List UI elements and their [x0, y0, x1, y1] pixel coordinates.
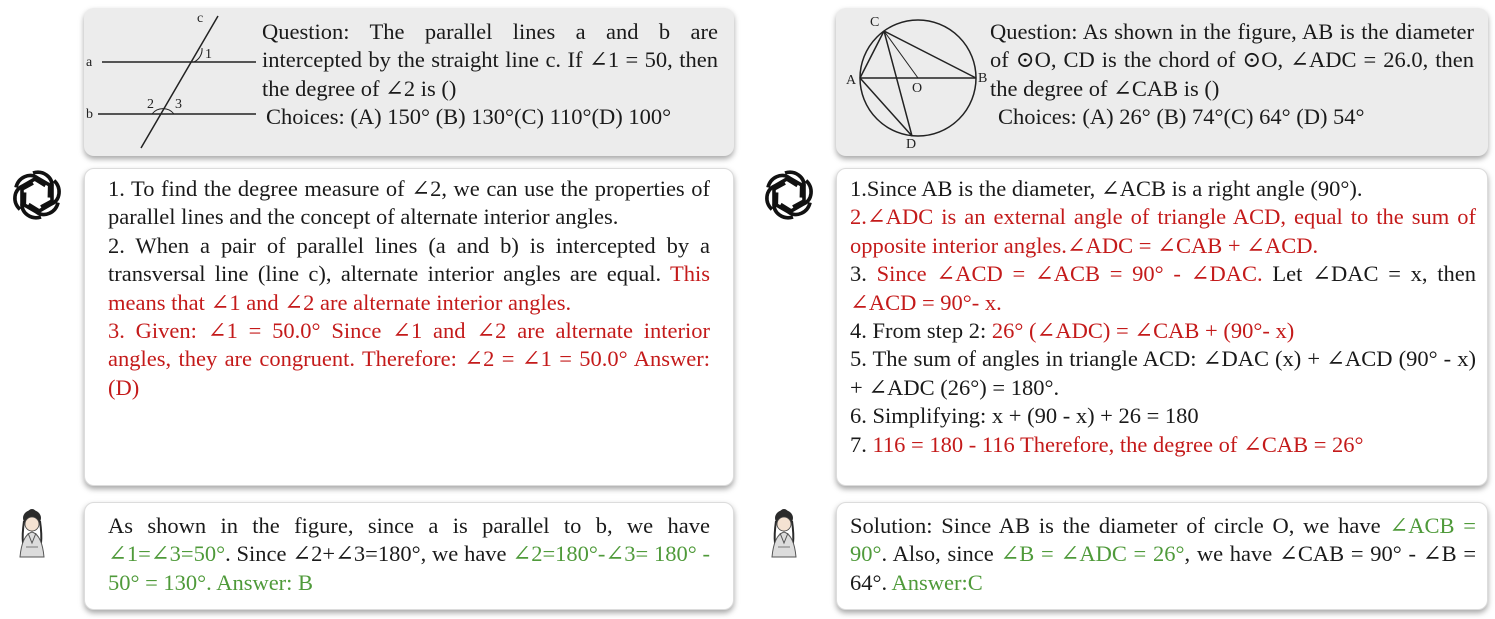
left-step-2: [108, 232, 710, 317]
left-step-1: 1. To find the degree measure of ∠2, we can use the properties of parallel lines and the concept of alternate interior angles.: [108, 176, 710, 230]
right-step-6: 6. Simplifying: x + (90 - x) + 26 = 180: [850, 403, 1199, 429]
angle-3-label: 3: [175, 97, 182, 112]
left-reference-green2: ∠2=180°-∠3= 180° - 50° = 130°. Answer: B: [108, 541, 710, 595]
right-step-4a: 4. From step 2:: [850, 318, 987, 344]
line-c-label: c: [197, 11, 204, 26]
right-reference-part2: . Also, since: [881, 541, 994, 567]
human-avatar-icon: [762, 505, 806, 561]
right-step-7a: 7.: [850, 431, 867, 457]
right-model-answer-text: [850, 175, 1476, 459]
circle-figure: [836, 10, 992, 150]
left-step-2-black: 2. When a pair of parallel lines (a and b) is intercepted by a transversal line (line c), alternate interior angles are equal.: [108, 232, 710, 287]
right-step-1: 1.Since AB is the diameter, ∠ACB is a right angle (90°).: [850, 176, 1363, 201]
left-reference-green1: ∠1=∠3=50°: [108, 541, 226, 567]
right-step-3: [850, 260, 1476, 317]
right-reference-green3: Answer:C: [891, 569, 983, 595]
right-step-3a: 3.: [850, 261, 867, 287]
right-reference-text: [850, 512, 1476, 597]
angle-1-label: 1: [205, 47, 212, 62]
right-reference-green2: ∠B = ∠ADC = 26°: [1000, 541, 1185, 567]
point-O-label: O: [912, 81, 923, 96]
right-step-3b: Let ∠DAC = x, then: [1272, 261, 1477, 287]
right-step-5: 5. The sum of angles in triangle ACD: ∠DAC (x) + ∠ACD (90° - x) + ∠ADC (26°) = 180°.: [850, 346, 1476, 400]
right-reference-part3: , we have ∠CAB = 90° - ∠B = 64°.: [850, 541, 1477, 595]
right-step-7: [850, 431, 1476, 459]
right-step-2: 2.∠ADC is an external angle of triangle ACD, equal to the sum of opposite interior angles.∠ADC = ∠CAB + ∠ACD.: [850, 204, 1476, 258]
human-avatar-icon: [10, 505, 54, 561]
point-C-label: C: [870, 15, 880, 30]
left-model-answer-text: [108, 175, 710, 402]
left-question-text: [262, 18, 718, 132]
right-step-7-red: 116 = 180 - 116 Therefore, the degree of ∠CAB = 26°: [872, 431, 1364, 457]
left-question-choices: Choices: (A) 150° (B) 130°(C) 110°(D) 100°: [266, 104, 672, 130]
right-step-4: [850, 317, 1476, 345]
angle-2-label: 2: [147, 97, 154, 112]
right-step-3-red: Since ∠ACD = ∠ACB = 90° - ∠DAC.: [876, 261, 1263, 287]
left-step-3: 3. Given: ∠1 = 50.0° Since ∠1 and ∠2 are alternate interior angles, they are congruent. Therefore: ∠2 = ∠1 = 50.0° Answer: (D): [108, 318, 710, 400]
right-reference-part1: Solution: Since AB is the diameter of circle O, we have: [850, 513, 1381, 538]
line-b-label: b: [86, 107, 93, 122]
right-question-text: [990, 18, 1474, 132]
point-B-label: B: [978, 71, 988, 86]
left-step-2-red: This means that ∠1 and ∠2 are alternate interior angles.: [108, 261, 711, 315]
parallel-lines-figure: [84, 10, 264, 150]
right-reference-green1: ∠ACB = 90°: [850, 513, 1476, 567]
left-reference-text: [108, 512, 710, 597]
point-D-label: D: [906, 137, 917, 150]
left-question-body: Question: The parallel lines a and b are intercepted by the straight line c. If ∠1 = 50, then the degree of ∠2 is (): [262, 19, 718, 101]
point-A-label: A: [846, 73, 857, 88]
right-question-choices: Choices: (A) 26° (B) 74°(C) 64° (D) 54°: [998, 104, 1365, 130]
right-question-body: Question: As shown in the figure, AB is the diameter of ⊙O, CD is the chord of ⊙O, ∠ADC = 26.0, then the degree of ∠CAB is (): [990, 19, 1474, 101]
left-reference-part2: . Since ∠2+∠3=180°, we have: [225, 541, 507, 567]
line-a-label: a: [86, 55, 93, 70]
right-step-4-red: 26° (∠ADC) = ∠CAB + (90°- x): [991, 318, 1295, 344]
right-step-3-red2: ∠ACD = 90°- x.: [850, 289, 1002, 315]
chatgpt-logo-icon: [8, 166, 66, 224]
left-reference-part1: As shown in the figure, since a is parallel to b, we have: [108, 513, 710, 538]
chatgpt-logo-icon: [760, 166, 818, 224]
